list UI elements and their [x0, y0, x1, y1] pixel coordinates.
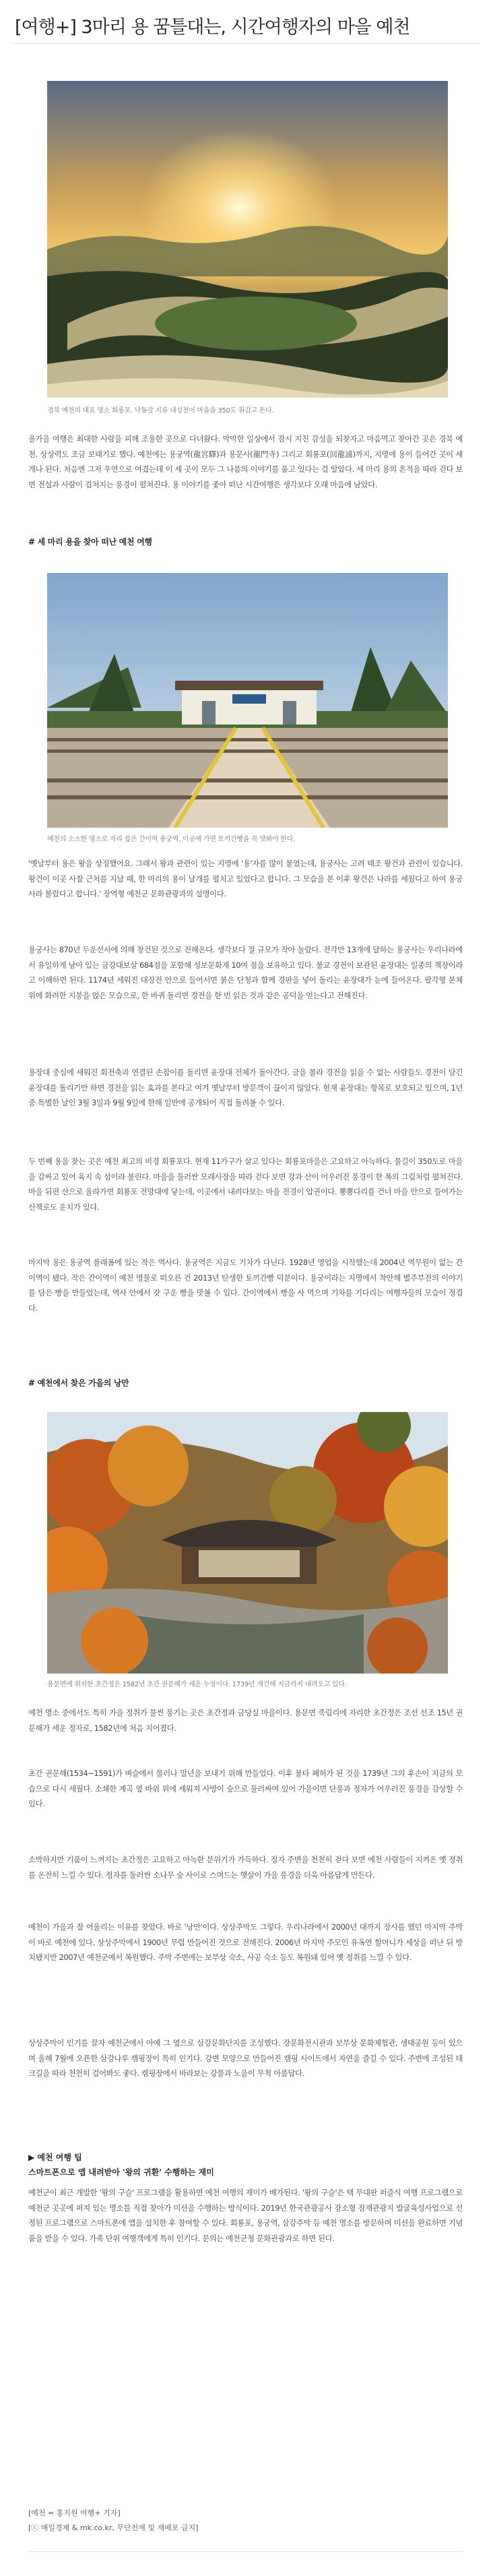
photo-hoeryongpo — [47, 81, 448, 398]
section-heading: # 예천에서 찾은 가을의 낭만 — [28, 1378, 129, 1388]
paragraph-block — [28, 856, 463, 902]
tips-subheading: 스마트폰으로 앱 내려받아 '왕의 귀환' 수행하는 재미 — [28, 2168, 214, 2177]
paragraph-block — [28, 1065, 463, 1111]
paragraph-block — [28, 2035, 463, 2081]
body-paragraph: 예천이 가을과 잘 어울리는 이유를 찾았다. 바로 '낭만'이다. 상상주막도 그렇다. 우리나라에서 2000년 대까지 장사를 했던 마지막 주막이 바로 예천에 있다. 상상주막에서 1900년 무렵 만들어진 것으로 전해진다. 2006년 마지막 주모인 유옥연 할머니가 세상을 떠난 뒤 방치됐지만 2007년 예천군에서 복원했다. 주막 주변에는 보부상 숙소, 사공 숙소 등도 복원돼 있어 옛 정취를 느낄 수 있다. — [28, 1922, 463, 1963]
body-paragraph: 올가을 여행은 최대한 사람을 피해 조용한 곳으로 다녀왔다. 막막한 일상에서 잠시 지친 감성을 되찾자고 마음먹고 찾아간 곳은 경북 예천. 상상력도 조금 보태기로 했다. 예천에는 용궁역(龍宮驛)과 용문사(龍門寺) 그리고 회룡포(回龍浦)까지, 지명에 용이 들어간 곳이 세 개나 된다. 처음엔 그저 우연으로 여겼는데 이 세 곳이 모두 그 나름의 이야기를 품고 있다는 걸 알았다. 세 마리 용의 흔적을 따라 걷다 보면 전설과 사람이 겹쳐지는 풍경이 펼쳐진다. 용 이야기를 좇아 떠난 시간여행은 생각보다 오래 마음에 남았다. — [28, 434, 463, 489]
intro-paragraph — [28, 431, 463, 492]
body-paragraph: 마지막 용은 용궁역 플래폼에 있는 작은 역사다. 용궁역은 지금도 기차가 다닌다. 1928년 영업을 시작했는데 2004년 역무원이 없는 간이역이 됐다. 작은 간이역이 예천 명물로 떠오른 건 2013년 탄생한 토끼간빵 덕분이다. 용궁이라는 지명에서 착안해 별주부전의 이야기를 담은 빵을 만들었는데, 역사 안에서 갓 구운 빵을 맛볼 수 있다. 간이역에서 빵을 사 먹으며 기차를 기다리는 여행자들의 모습이 정겹다. — [28, 1258, 463, 1313]
body-paragraph: 초간 권문해(1534~1591)가 벼슬에서 물러나 말년을 보내기 위해 만들었다. 이후 불타 폐허가 된 것을 1739년 그의 후손이 지금의 모습으로 다시 세웠다. 소쇄한 계곡 옆 바위 위에 세워져 사방이 숲으로 둘러싸여 있어 가을이면 단풍과 정자가 어우러진 풍경을 감상할 수 있다. — [28, 1769, 463, 1809]
photo-yonggung-station — [47, 573, 448, 828]
footer-divider — [28, 2551, 463, 2552]
copyright-notice: [ⓒ 매일경제 & mk.co.kr, 무단전재 및 재배포 금지] — [28, 2523, 199, 2532]
photo-caption: 경북 예천의 대표 명소 회룡포. 낙동강 지류 내성천이 마을을 350도 휘감고 돈다. — [47, 407, 274, 415]
paragraph-block — [28, 1705, 463, 1736]
body-paragraph: 용궁사는 870년 두운선사에 의해 창건된 것으로 전해온다. 생각보다 절 규모가 작아 놀랐다. 전각만 13개에 달하는 용궁사는 우리나라에서 유일하게 남아 있는 금강대보살 684점을 포함해 성보문화재 10여 점을 보유하고 있다. 불교 경전이 보관된 윤장대는 일종의 책장이라고 이해하면 된다. 1174년 세워진 대장전 안으로 들어서면 붉은 단청과 함께 경판을 넣어 돌리는 윤장대가 눈에 들어온다. 팔각형 본체 위에 화려한 지붕을 얹은 모습으로, 한 바퀴 돌리면 경전을 한 번 읽은 것과 같은 공덕을 얻는다고 전해진다. — [28, 945, 463, 1000]
body-paragraph: 상상주막이 인기를 끌자 예천군에서 아예 그 옆으로 삼강문화단지를 조성했다. 강문화전시관과 보부상 문화체험관, 생태공원 등이 있으며 올해 7월에 오픈한 삼강나루 캠핑장이 특히 인기다. 강변 모양으로 만들어진 캠핑 사이트에서 자연을 즐길 수 있다. 주변에 조성된 데크길을 따라 천천히 걸어봐도 좋다. 캠핑장에서 바라보는 강물과 노을이 무척 아름답다. — [28, 2038, 463, 2079]
paragraph-block — [28, 1852, 463, 1882]
photo-caption: 용문면에 위치한 초간정은 1582년 초간 권문해가 세운 누정이다. 1739년 개건해 지금까지 내려오고 있다. — [47, 1681, 347, 1688]
tips-section — [28, 2150, 463, 2246]
title-bar — [12, 9, 479, 44]
byline: [예천 = 홍지원 여행+ 기자] — [28, 2509, 121, 2517]
photo-choganjeong — [47, 1412, 448, 1674]
tips-heading: ▶ 예천 여행 팁 — [28, 2153, 82, 2162]
section-heading: # 세 마리 용을 찾아 떠난 예천 여행 — [28, 537, 152, 547]
paragraph-block — [28, 1154, 463, 1215]
paragraph-block — [28, 1255, 463, 1316]
paragraph-block — [28, 1920, 463, 1965]
body-paragraph: 소박하지만 기품이 느껴지는 초간정은 고요하고 아늑한 분위기가 가득하다. 정자 주변을 천천히 걷다 보면 예천 사람들이 지켜온 옛 정취를 온전히 느낄 수 있다. 정자를 둘러싼 소나무 숲 사이로 스며드는 햇살이 가을 풍경을 더욱 아름답게 만든다. — [28, 1855, 463, 1880]
body-paragraph: 두 번째 용을 찾는 곳은 예천 최고의 비경 회룡포다. 현재 11가구가 살고 있다는 회룡포마을은 고요하고 아늑하다. 물길이 350도로 마을을 감싸고 있어 육지 속 섬이라 불린다. 마을을 둘러싼 모래사장을 따라 걷다 보면 강과 산이 어우러진 풍경이 한 폭의 그림처럼 펼쳐진다. 마을 뒤편 산으로 올라가면 회룡포 전망대에 닿는데, 이곳에서 내려다보는 마을 전경이 압권이다. 뿅뿅다리를 건너 마을 안으로 들어가는 산책로도 운치가 있다. — [28, 1157, 463, 1212]
body-paragraph: 용장대 중심에 새워진 회전축과 연결된 손잡이를 돌리면 윤장대 전체가 돌아간다. 글을 몰라 경전을 읽을 수 없는 사람들도 경전이 담긴 윤장대를 돌리기만 하면 경전을 읽는 효과를 본다고 여겨 옛날부터 방문객이 끊이지 않았다. 현재 윤장대는 항목로 보호되고 있으며, 1년 중 특별한 날인 3월 3일과 9월 9일에 한해 일반에 공개되어 직접 돌려볼 수 있다. — [28, 1068, 463, 1108]
body-paragraph: 예천 명소 중에서도 특히 가을 정취가 물씬 풍기는 곳은 초간정과 금당실 마을이다. 용문면 죽림리에 자리한 초간정은 조선 선조 15년 권문해가 세운 정자로, 1582년에 처음 지어졌다. — [28, 1708, 463, 1733]
paragraph-block — [28, 1766, 463, 1812]
tips-body: 예천군이 최근 개발한 '왕의 구슬' 프로그램을 활용하면 예천 여행의 재미가 배가된다. '왕의 구슬'은 택 무대판 퍼즐식 여행 프로그램으로 예천군 곳곳에 퍼져 있는 명소를 직접 찾아가 미션을 수행하는 방식이다. 2019년 한국관광공사 강소형 잠재관광지 발굴육성사업으로 선정된 프로그램으로 스마트폰에 앱을 설치한 후 참여할 수 있다. 회룡포, 용궁역, 삼강주막 등 예천 명소를 방문하며 미션을 완료하면 기념품을 받을 수 있다. 가족 단위 여행객에게 특히 인기다. 문의는 예천군청 문화관광과로 하면 된다. — [28, 2188, 463, 2243]
article-footer — [28, 2506, 463, 2536]
article-title: [여행+] 3마리 용 꿈틀대는, 시간여행자의 마을 예천 — [15, 17, 410, 38]
paragraph-block — [28, 942, 463, 1003]
photo-caption: 예천의 소소한 명소로 자리 잡은 간이역 용궁역. 이곳에 가면 토끼간빵을 꼭 맛봐야 한다. — [47, 836, 295, 843]
body-paragraph: '옛날부터 용은 왕을 상징했어요. 그래서 왕과 관련이 있는 지명에 '용'자를 많이 붙였는데, 용궁사는 고려 태조 왕건과 관련이 있습니다. 왕건이 이곳 사찰 근처를 지날 때, 한 마리의 용이 날개를 펼치고 있었다고 합니다. 그 모습을 본 이후 왕건은 나라를 세웠다고 하여 용궁사라 불렀다고 합니다.' 장역형 예천군 문화관광과의 설명이다. — [28, 859, 463, 899]
